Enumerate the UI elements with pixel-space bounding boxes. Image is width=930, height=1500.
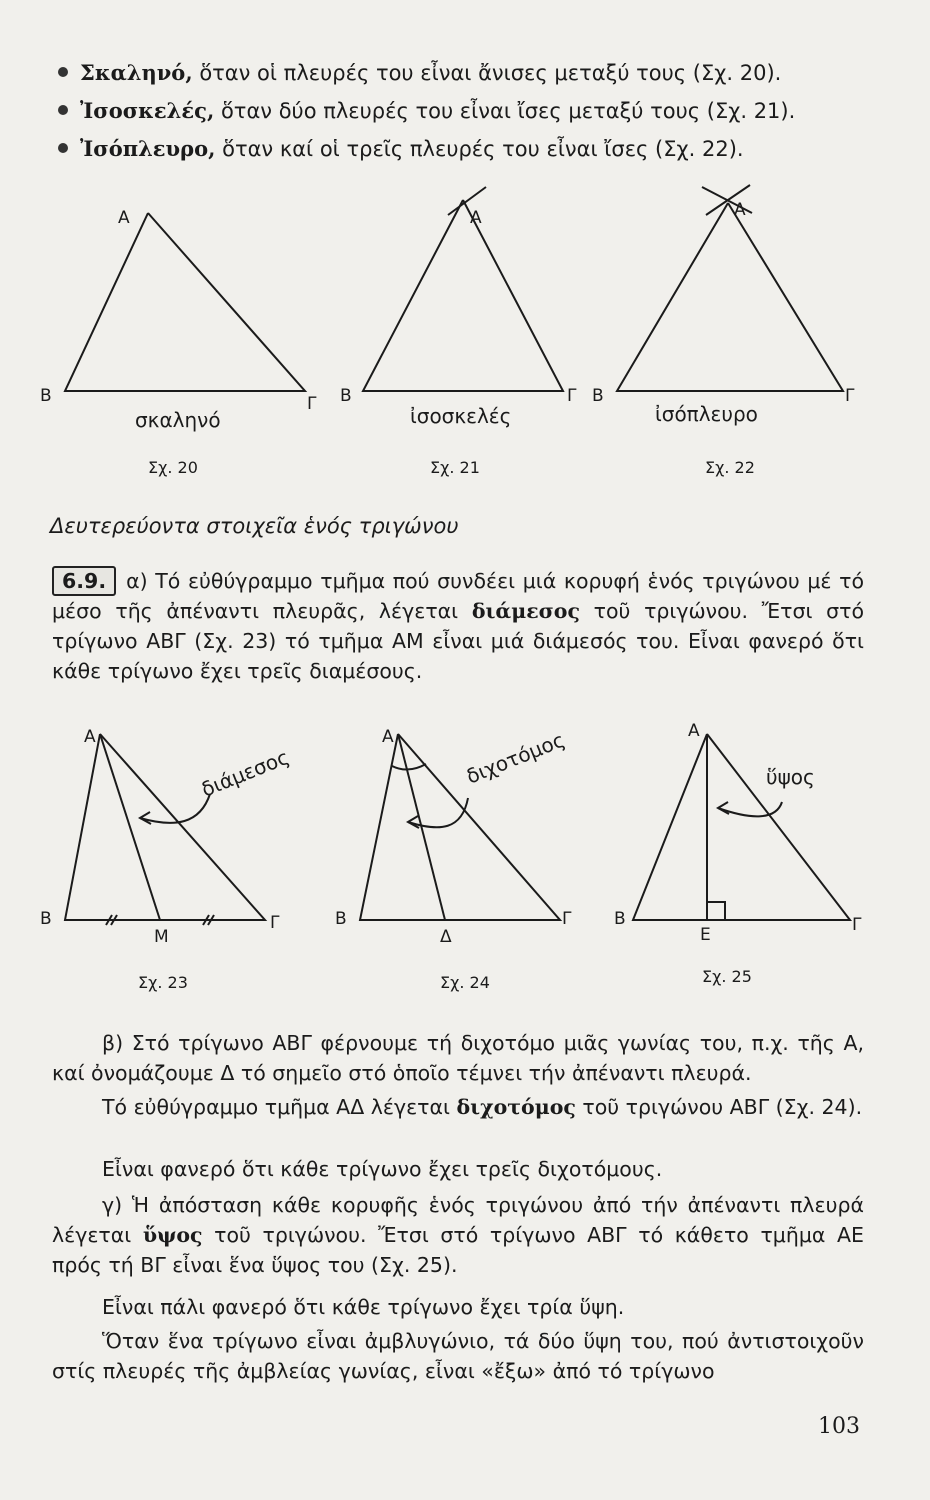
label-bisector: διχοτόμος [462,727,569,789]
caption-fig25: Σχ. 25 [702,967,752,986]
vertex-label-g: Γ [562,909,572,929]
bullet-dot-icon [58,105,68,115]
vertex-label-b: B [592,386,604,406]
vertex-label-a: A [382,727,394,747]
point-label-d: Δ [440,927,452,947]
caption-fig23: Σχ. 23 [138,973,188,992]
vertex-label-b: B [614,909,626,929]
bullet-scalene: Σκαληνό, ὅταν οἱ πλευρές του εἶναι ἄνισες μεταξύ τους (Σχ. 20). [58,58,781,88]
triangle-isosceles [363,200,563,391]
figures-triangle-types [0,175,930,505]
paragraph-altitude: γ) Ἡ ἀπόσταση κάθε κορυφῆς ἑνός τριγώνου ἀπό τήν ἀπέναντι πλευρά λέγεται ὕψος τοῦ τριγώνου. Ἔτσι στό τρίγωνο ΑΒΓ τό κάθετο τμῆμα ΑΕ πρός τή ΒΓ εἶναι ἕνα ὕψος του (Σχ. 25). [52,1193,864,1277]
vertex-label-b: B [335,909,347,929]
paragraph-obtuse: Ὅταν ἕνα τρίγωνο εἶναι ἀμβλυγώνιο, τά δύο ὕψη του, πού ἀντιστοιχοῦν στίς πλευρές τῆς ἀμβλείας γωνίας, εἶναι «ἔξω» ἀπό τό τρίγωνο [52,1329,864,1383]
label-isosceles: ἰσοσκελές [410,404,512,428]
angle-arc [392,764,426,770]
bullet-equilateral: Ἰσόπλευρο, ὅταν καί οἱ τρεῖς πλευρές του εἶναι ἴσες (Σχ. 22). [58,134,744,164]
vertex-label-g: Γ [567,386,577,406]
median-segment [100,734,160,920]
label-altitude: ὕψος [766,765,815,789]
vertex-label-g: Γ [845,386,855,406]
section-number: 6.9. [52,566,116,596]
paragraph-bisector-count: Εἶναι φανερό ὅτι κάθε τρίγωνο ἔχει τρεῖς διχοτόμους. [102,1157,663,1181]
paragraph-altitude-count: Εἶναι πάλι φανερό ὅτι κάθε τρίγωνο ἔχει τρία ὕψη. [102,1295,625,1319]
paragraph-median: 6.9. α) Τό εὐθύγραμμο τμῆμα πού συνδέει μιά κορυφή ἑνός τριγώνου μέ τό μέσο τῆς ἀπέναντι πλευρᾶς, λέγεται διάμεσος τοῦ τριγώνου. Ἔτσι στό τρίγωνο ΑΒΓ (Σχ. 23) τό τμῆμα ΑΜ εἶναι μιά διάμεσός του. Εἶναι φανερό ὅτι κάθε τρίγωνο ἔχει τρεῖς διαμέσους. [52,566,864,686]
vertex-label-b: B [40,909,52,929]
label-median: διάμεσος [197,744,293,802]
vertex-label-b: B [340,386,352,406]
vertex-label-g: Γ [270,913,280,933]
vertex-label-g: Γ [852,915,862,935]
caption-fig22: Σχ. 22 [705,458,755,477]
caption-fig24: Σχ. 24 [440,973,490,992]
page-number: 103 [818,1414,860,1439]
bullet-isosceles: Ἰσοσκελές, ὅταν δύο πλευρές του εἶναι ἴσες μεταξύ τους (Σχ. 21). [58,96,795,126]
vertex-label-a: A [734,200,746,220]
vertex-label-b: B [40,386,52,406]
caption-fig20: Σχ. 20 [148,458,198,477]
triangle-equilateral [617,203,843,391]
bullet-dot-icon [58,143,68,153]
vertex-label-a: A [118,208,130,228]
arrow-head-icon [408,816,419,828]
arrow-head-icon [140,812,151,824]
paragraph-bisector-def: Τό εὐθύγραμμο τμῆμα ΑΔ λέγεται διχοτόμος τοῦ τριγώνου ΑΒΓ (Σχ. 24). [102,1095,863,1119]
label-scalene: σκαληνό [135,408,221,432]
vertex-label-a: A [84,727,96,747]
triangle-fig23 [65,734,265,920]
paragraph-bisector: β) Στό τρίγωνο ΑΒΓ φέρνουμε τή διχοτόμο μιᾶς γωνίας του, π.χ. τῆς Α, καί ὀνομάζουμε Δ τό σημεῖο στό ὁποῖο τέμνει τήν ἀπέναντι πλευρά. [52,1031,864,1085]
vertex-label-a: A [688,721,700,741]
figures-secondary-elements [0,712,930,1002]
point-label-m: M [154,927,169,947]
right-angle-mark [707,902,725,920]
arrow-head-icon [718,802,729,814]
vertex-label-a: A [470,208,482,228]
caption-fig21: Σχ. 21 [430,458,480,477]
vertex-label-g: Γ [307,394,317,414]
section-title: Δευτερεύοντα στοιχεῖα ἑνός τριγώνου [50,514,459,538]
triangle-fig25 [633,734,850,920]
label-equilateral: ἰσόπλευρο [655,402,758,426]
bullet-dot-icon [58,67,68,77]
point-label-e: E [700,925,711,945]
triangle-scalene [65,213,305,391]
